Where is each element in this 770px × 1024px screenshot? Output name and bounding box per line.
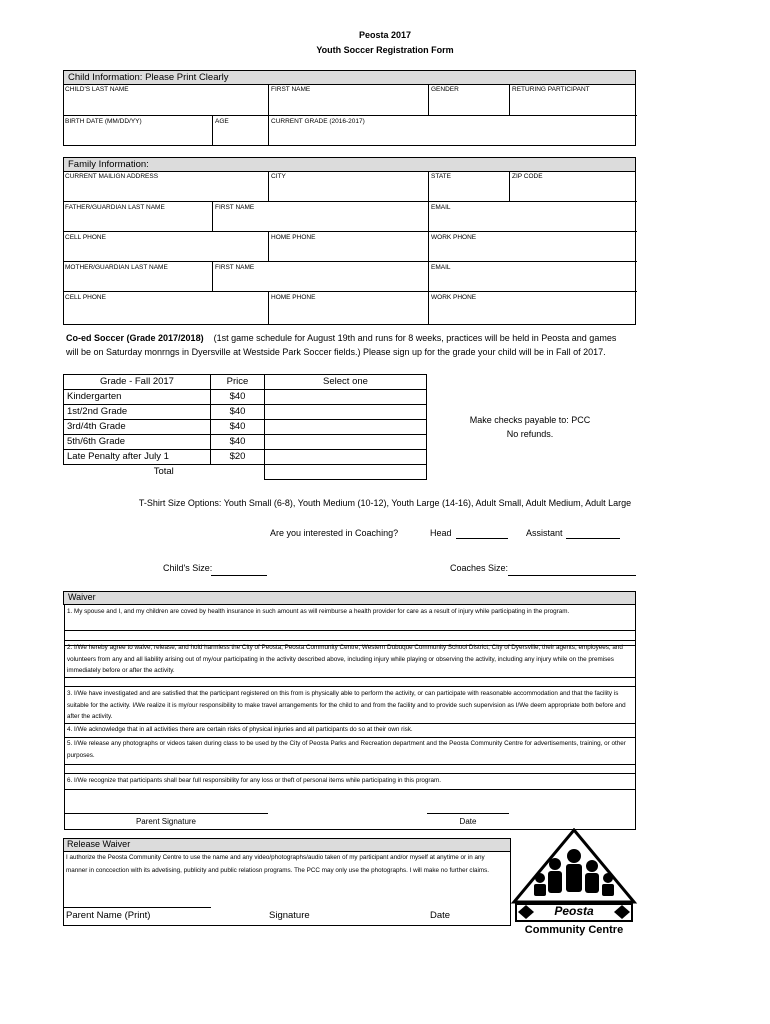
select-cell[interactable]	[265, 450, 427, 465]
table-row	[64, 405, 427, 420]
release-header: Release Waiver	[63, 838, 511, 852]
child-size-line[interactable]	[211, 575, 267, 576]
price-cell: $40	[211, 420, 265, 435]
gender-field[interactable]	[428, 84, 510, 116]
waiver-item-5: 5. I/We release any photographs or videos taken during class to be used by the City of Peosta Parks and Recreation department and the Peosta Community Centre for advertisements, training, or other purposes.	[64, 737, 636, 765]
waiver-date-label: Date	[459, 817, 477, 826]
checks-payable: Make checks payable to: PCC	[469, 415, 591, 425]
cell-phone-field[interactable]	[63, 231, 269, 262]
birth-date-label: BIRTH DATE (MM/DD/YY)	[65, 118, 142, 125]
father-last-name-field[interactable]	[63, 201, 213, 232]
table-row	[64, 435, 427, 450]
waiver-item-4: 4. I/We acknowledge that in all activities there are certain risks of physical injuries and all participants do so at their own risk.	[64, 723, 636, 738]
total-cell[interactable]	[265, 465, 427, 480]
cell-phone-2-field[interactable]	[63, 291, 269, 325]
table-row	[64, 450, 427, 465]
returning-label: RETURING PARTICIPANT	[512, 86, 590, 93]
form-title: Youth Soccer Registration Form	[316, 45, 454, 55]
city-field[interactable]	[268, 171, 429, 202]
age-label: AGE	[215, 118, 229, 125]
father-email-label: EMAIL	[431, 204, 451, 211]
city-label: CITY	[271, 173, 286, 180]
grade-cell: 5th/6th Grade	[64, 435, 211, 450]
logo-graphic-icon	[510, 828, 638, 938]
grade-cell: 3rd/4th Grade	[64, 420, 211, 435]
zip-label: ZIP CODE	[512, 173, 543, 180]
returning-participant-field[interactable]	[509, 84, 637, 116]
select-cell[interactable]	[265, 405, 427, 420]
family-info-header: Family Information:	[63, 157, 636, 172]
gender-label: GENDER	[431, 86, 459, 93]
coach-size-line[interactable]	[508, 575, 636, 576]
father-first-name-label: FIRST NAME	[215, 204, 255, 211]
table-row	[64, 420, 427, 435]
coed-text-1: (1st game schedule for August 19th and runs for 8 weeks, practices will be held in Peosta and games	[213, 333, 617, 343]
total-row	[64, 465, 427, 480]
age-field[interactable]	[212, 115, 269, 146]
no-refunds: No refunds.	[506, 429, 554, 439]
mother-first-name-label: FIRST NAME	[215, 264, 255, 271]
tshirt-options: T-Shirt Size Options: Youth Small (6-8), Youth Medium (10-12), Youth Large (14-16), Adult Small, Adult Medium, Adult Large	[138, 498, 632, 508]
parent-name-line[interactable]	[64, 907, 211, 908]
state-field[interactable]	[428, 171, 510, 202]
select-cell[interactable]	[265, 420, 427, 435]
grade-table-header	[64, 375, 427, 390]
current-grade-field[interactable]	[268, 115, 637, 146]
family-info-grid	[63, 171, 636, 325]
mother-last-name-label: MOTHER/GUARDIAN LAST NAME	[65, 264, 168, 271]
col-grade-header: Grade - Fall 2017	[64, 375, 211, 390]
birth-date-field[interactable]	[63, 115, 213, 146]
mother-email-field[interactable]	[428, 261, 637, 292]
waiver-item-3: 3. I/We have investigated and are satisfied that the participant registered on this from is physically able to perform the activity, or can participate with reasonable accommodation and that the facility is suitable for the activity. I/We realize it is my/our responsibility to make travel arrangements for the child to and from the facility and to provide such supervision as I/We deem appropriate both before and after the activity.	[64, 686, 636, 724]
waiver-item-2: 2. I/We hereby agree to waive, release, and hold harmless the City of Peosta, Peosta Community Centre, Western Dubuque Community School District, City of Dyersville, their agents, employees, and volunteers from any and all liability arising out of my/our participating in the activity described above, including injury while playing or observing the activity, including any injury while on the premises immediately before or after the activity.	[64, 640, 636, 678]
grade-cell: Late Penalty after July 1	[64, 450, 211, 465]
cell-phone-2-label: CELL PHONE	[65, 294, 106, 301]
coed-line-2: will be on Saturday monrngs in Dyersville at Westside Park Soccer fields.) Please sign up for the grade your child will be in Fall of 2017.	[66, 347, 606, 357]
home-phone-field[interactable]	[268, 231, 429, 262]
home-phone-2-field[interactable]	[268, 291, 429, 325]
child-size-label: Child's Size:	[163, 563, 213, 573]
coaching-question: Are you interested in Coaching?	[270, 528, 399, 538]
coaching-assistant-line[interactable]	[566, 538, 620, 539]
logo-word: Peosta	[554, 904, 594, 918]
cell-phone-label: CELL PHONE	[65, 234, 106, 241]
coaching-assistant-label: Assistant	[526, 528, 563, 538]
price-cell: $20	[211, 450, 265, 465]
total-label: Total	[64, 465, 265, 480]
current-grade-label: CURRENT GRADE (2016-2017)	[271, 118, 365, 125]
price-cell: $40	[211, 390, 265, 405]
parent-signature-line[interactable]	[64, 813, 268, 814]
grade-cell: Kindergarten	[64, 390, 211, 405]
work-phone-2-label: WORK PHONE	[431, 294, 477, 301]
address-field[interactable]	[63, 171, 269, 202]
select-cell[interactable]	[265, 435, 427, 450]
father-email-field[interactable]	[428, 201, 637, 232]
child-info-grid	[63, 84, 636, 146]
father-first-name-field[interactable]	[212, 201, 429, 232]
work-phone-label: WORK PHONE	[431, 234, 477, 241]
col-price-header: Price	[211, 375, 265, 390]
child-last-name-label: CHILD'S LAST NAME	[65, 86, 129, 93]
grade-cell: 1st/2nd Grade	[64, 405, 211, 420]
work-phone-2-field[interactable]	[428, 291, 637, 325]
grade-table	[63, 374, 427, 480]
child-first-name-label: FIRST NAME	[271, 86, 311, 93]
parent-signature-label: Parent Signature	[135, 817, 197, 826]
coaching-head-line[interactable]	[456, 538, 508, 539]
price-cell: $40	[211, 405, 265, 420]
waiver-header: Waiver	[63, 591, 636, 605]
logo-subtitle: Community Centre	[524, 924, 624, 936]
table-row	[64, 390, 427, 405]
home-phone-label: HOME PHONE	[271, 234, 316, 241]
home-phone-2-label: HOME PHONE	[271, 294, 316, 301]
coach-size-label: Coaches Size:	[450, 563, 509, 573]
form-title-year: Peosta 2017	[358, 30, 412, 40]
price-cell: $40	[211, 435, 265, 450]
waiver-item-1: 1. My spouse and I, and my children are coved by health insurance in such amount as will reimburse a health provider for care as a result of injury while participating in the program.	[64, 604, 636, 631]
release-signature-label: Signature	[269, 910, 310, 921]
coed-line-1	[66, 333, 666, 343]
work-phone-field[interactable]	[428, 231, 637, 262]
mother-last-name-field[interactable]	[63, 261, 213, 292]
child-last-name-field[interactable]	[63, 84, 269, 116]
zip-field[interactable]	[509, 171, 637, 202]
state-label: STATE	[431, 173, 451, 180]
child-first-name-field[interactable]	[268, 84, 429, 116]
coaching-head-label: Head	[430, 528, 452, 538]
peosta-logo	[510, 828, 638, 938]
waiver-date-line[interactable]	[427, 813, 509, 814]
parent-name-label: Parent Name (Print)	[66, 910, 151, 921]
col-select-header: Select one	[265, 375, 427, 390]
father-last-name-label: FATHER/GUARDIAN LAST NAME	[65, 204, 165, 211]
waiver-item-6: 6. I/We recognize that participants shall bear full responsibility for any loss or theft of personal items while participating in this program.	[64, 773, 636, 790]
address-label: CURRENT MAILIGN ADDRESS	[65, 173, 159, 180]
child-info-header: Child Information: Please Print Clearly	[63, 70, 636, 85]
coed-title: Co-ed Soccer (Grade 2017/2018)	[66, 333, 204, 343]
mother-first-name-field[interactable]	[212, 261, 429, 292]
release-date-label: Date	[430, 910, 451, 921]
mother-email-label: EMAIL	[431, 264, 451, 271]
release-text: I authorize the Peosta Community Centre to use the name and any video/photographs/audio taken of my participant and/or myself at anytime or in any manner in conccection with its advetising, publicity and public relatiosn programs. The PCC may only use the photographs. I will make no further claims.	[66, 854, 490, 874]
select-cell[interactable]	[265, 390, 427, 405]
